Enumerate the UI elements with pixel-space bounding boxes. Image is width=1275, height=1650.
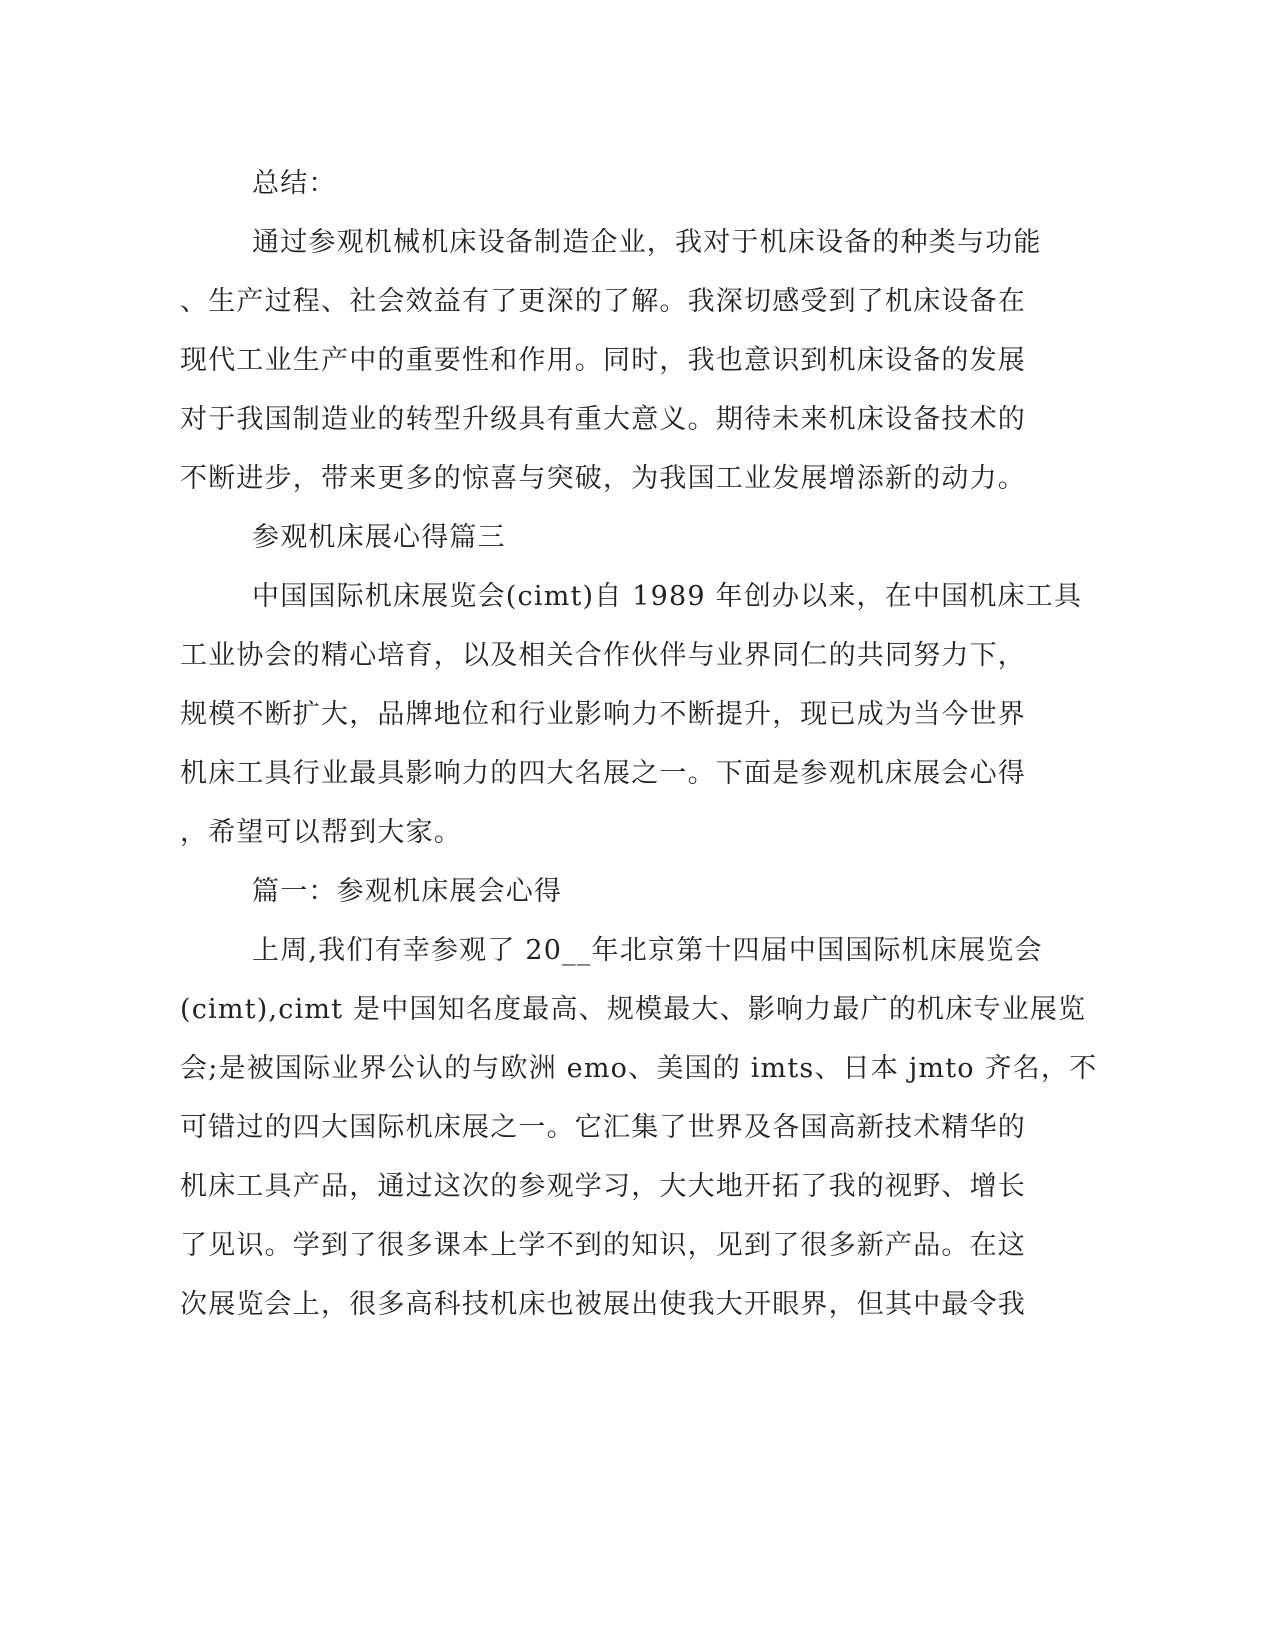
- paragraph-line: 了见识。学到了很多课本上学不到的知识，见到了很多新产品。在这: [180, 1230, 1026, 1261]
- paragraph-line: 通过参观机械机床设备制造企业，我对于机床设备的种类与功能: [252, 227, 1042, 258]
- document-body: [180, 160, 1098, 1340]
- paragraph-line: 可错过的四大国际机床展之一。它汇集了世界及各国高新技术精华的: [180, 1112, 1026, 1143]
- paragraph-line: 中国国际机床展览会(cimt)自 1989 年创办以来，在中国机床工具: [252, 581, 1083, 612]
- paragraph-line: 工业协会的精心培育，以及相关合作伙伴与业界同仁的共同努力下，: [180, 640, 1026, 671]
- paragraph-line: 对于我国制造业的转型升级具有重大意义。期待未来机床设备技术的: [180, 404, 1026, 435]
- paragraph-line: (cimt),cimt 是中国知名度最高、规模最大、影响力最广的机床专业展览: [180, 994, 1087, 1025]
- paragraph-line: 会;是被国际业界公认的与欧洲 emo、美国的 imts、日本 jmto 齐名，不: [180, 1053, 1098, 1084]
- paragraph-line: ，希望可以帮到大家。: [180, 817, 462, 848]
- paragraph-line: 不断进步，带来更多的惊喜与突破，为我国工业发展增添新的动力。: [180, 463, 1026, 494]
- section-heading-summary: 总结：: [252, 168, 337, 199]
- paragraph-line: 规模不断扩大，品牌地位和行业影响力不断提升，现已成为当今世界: [180, 699, 1026, 730]
- paragraph-line: 现代工业生产中的重要性和作用。同时，我也意识到机床设备的发展: [180, 345, 1026, 376]
- section-heading-article-one: 篇一：参观机床展会心得: [252, 876, 563, 907]
- paragraph-line: 次展览会上，很多高科技机床也被展出使我大开眼界，但其中最令我: [180, 1289, 1026, 1320]
- paragraph-line: 、生产过程、社会效益有了更深的了解。我深切感受到了机床设备在: [180, 286, 1026, 317]
- section-heading-part-three: 参观机床展心得篇三: [252, 522, 506, 553]
- paragraph-line: 上周,我们有幸参观了 20__年北京第十四届中国国际机床展览会: [252, 935, 1043, 966]
- paragraph-line: 机床工具产品，通过这次的参观学习，大大地开拓了我的视野、增长: [180, 1171, 1026, 1202]
- paragraph-line: 机床工具行业最具影响力的四大名展之一。下面是参观机床展会心得: [180, 758, 1026, 789]
